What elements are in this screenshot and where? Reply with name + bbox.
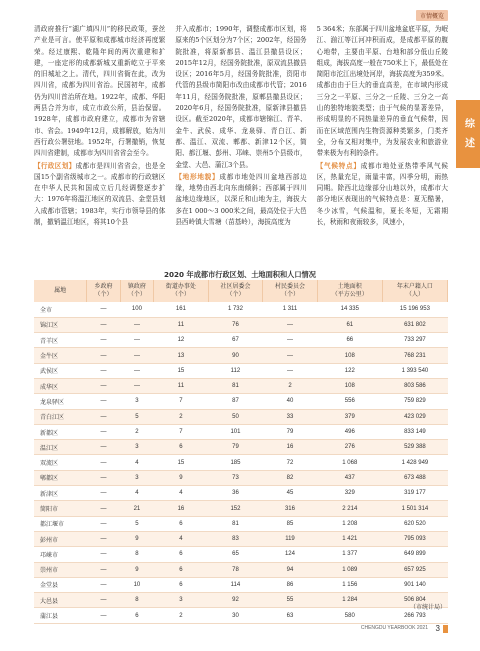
table-cell: 108 bbox=[317, 348, 382, 363]
table-cell: 6 bbox=[154, 440, 209, 455]
table-cell: 3 bbox=[154, 593, 209, 608]
table-row bbox=[34, 394, 448, 409]
table-cell: 1 156 bbox=[317, 577, 382, 592]
paragraph bbox=[175, 172, 306, 228]
table-cell: 100 bbox=[120, 302, 153, 317]
table-cell: 506 804 bbox=[382, 593, 447, 608]
table-cell: 3 bbox=[120, 470, 153, 485]
table-cell: 1 421 bbox=[317, 531, 382, 546]
paragraph-text: 5 364米；东部属于四川盆地盆底平原，为岷江、湔江等江河冲积而成，是成都平原的腹心地带，主要由平原、台地和部分低山丘陵组成，海拔高度一般在750米上下，最低处在简阳市沱江出境处河岸，海拔高度为359米。成都由由于巨大的垂直高差，在市域内形成三分之一平原、三分之一丘陵、三分之一高山的独特地貌类型；由于气候的显著差异，形成明显的不同热量差异的垂直气候带，因而在区域范围内生物资源种类繁多，门类齐全，分布又相对集中，为发展农业和旅游业带来极为有利的条件。 bbox=[316, 25, 448, 158]
table-row bbox=[34, 501, 448, 516]
table-cell: 901 140 bbox=[382, 577, 447, 592]
table-cell: 8 bbox=[120, 547, 153, 562]
text-column-3 bbox=[317, 24, 448, 229]
table-cell: 833 149 bbox=[382, 424, 447, 439]
table-cell: 55 bbox=[263, 593, 318, 608]
table-cell: — bbox=[87, 424, 120, 439]
table-cell: 7 bbox=[154, 394, 209, 409]
table-cell: 5 bbox=[120, 516, 153, 531]
table-cell: 119 bbox=[263, 531, 318, 546]
table-cell: 185 bbox=[208, 455, 263, 470]
table-cell: 6 bbox=[154, 547, 209, 562]
column-header: 年末户籍人口 （人） bbox=[382, 280, 447, 302]
table-row bbox=[34, 333, 448, 348]
table-cell: 379 bbox=[317, 409, 382, 424]
table-cell: 673 488 bbox=[382, 470, 447, 485]
district-name-cell: 新津区 bbox=[34, 486, 87, 501]
table-cell: 73 bbox=[208, 470, 263, 485]
table-cell: 92 bbox=[208, 593, 263, 608]
table-cell: 13 bbox=[154, 348, 209, 363]
table-cell: 86 bbox=[263, 577, 318, 592]
column-header: 土地面积 （平方公里） bbox=[317, 280, 382, 302]
table-row bbox=[34, 363, 448, 378]
table-cell: 1 068 bbox=[317, 455, 382, 470]
paragraph-text: 成都市是四川省省会，也是全国15个副省级城市之一。成都市的行政辖区在中华人民共和国成立后几经调整逐步扩大：1976年将温江地区的双流县、金堂县划入成都市管辖；1983年，实行市领导县的体制，撤销温江地区，将其10个县 bbox=[34, 161, 166, 227]
district-name-cell: 彭州市 bbox=[34, 531, 87, 546]
district-name-cell: 全市 bbox=[34, 302, 87, 317]
table-cell: 1 428 949 bbox=[382, 455, 447, 470]
table-cell: 81 bbox=[208, 516, 263, 531]
table-cell: — bbox=[87, 455, 120, 470]
table-cell: — bbox=[87, 516, 120, 531]
paragraph bbox=[34, 161, 165, 229]
paragraph bbox=[317, 24, 448, 160]
table-cell: 65 bbox=[208, 547, 263, 562]
table-cell: 329 bbox=[317, 486, 382, 501]
text-column-2 bbox=[175, 24, 306, 229]
table-cell: 108 bbox=[317, 378, 382, 393]
table-cell: 61 bbox=[317, 317, 382, 332]
table-cell: 759 829 bbox=[382, 394, 447, 409]
table-cell: 83 bbox=[208, 531, 263, 546]
table-cell: — bbox=[87, 547, 120, 562]
table-cell: 316 bbox=[263, 501, 318, 516]
table-cell: 266 793 bbox=[382, 608, 447, 623]
table-cell: 2 bbox=[154, 409, 209, 424]
table-cell: 2 bbox=[120, 424, 153, 439]
table-cell: — bbox=[87, 486, 120, 501]
table-cell: — bbox=[120, 317, 153, 332]
table-cell: 529 388 bbox=[382, 440, 447, 455]
table-cell: 90 bbox=[208, 348, 263, 363]
table-row bbox=[34, 562, 448, 577]
column-header: 属地 bbox=[34, 280, 87, 302]
table-cell: 2 bbox=[154, 608, 209, 623]
table-cell: 76 bbox=[208, 317, 263, 332]
table-header-row bbox=[34, 280, 448, 302]
table-cell: — bbox=[87, 593, 120, 608]
table-cell: 114 bbox=[208, 577, 263, 592]
paragraph-text: 清政府推行“湖广填四川”的移民政策，蚕丝产业是可言。使平原和成都城市经济再度繁荣。经过康熙、乾隆年间的两次重建和扩建，一座定形的成都新城又重新屹立于平来的旧城址之上。清代，四川省衙在此，改为四川省，成都为四川省治。民国初年，成都仍为四川首治所在地。1922年，成都、华阳两县合并为市，成立市政公所，县治保留。1928年，成都市政府建立，成都市为省辖市、省会。1949年12月，成都解放，始为川西行政公署驻地。1952年，行署撤销，恢复四川省建制，成都市为四川省省会至今。 bbox=[34, 25, 166, 158]
table-cell: — bbox=[120, 333, 153, 348]
page-number: 3 bbox=[435, 624, 440, 633]
table-row bbox=[34, 608, 448, 623]
table-body bbox=[34, 302, 448, 623]
table-row bbox=[34, 424, 448, 439]
table-cell: 9 bbox=[120, 562, 153, 577]
table-row bbox=[34, 317, 448, 332]
table-cell: 3 bbox=[120, 440, 153, 455]
table-cell: 1 501 314 bbox=[382, 501, 447, 516]
table-cell: — bbox=[87, 531, 120, 546]
paragraph bbox=[317, 161, 448, 229]
table-cell: 1 089 bbox=[317, 562, 382, 577]
table-cell: 15 196 953 bbox=[382, 302, 447, 317]
table-row bbox=[34, 348, 448, 363]
table-cell: 87 bbox=[208, 394, 263, 409]
table-cell: 2 214 bbox=[317, 501, 382, 516]
table-cell: 4 bbox=[120, 486, 153, 501]
table-cell: 45 bbox=[263, 486, 318, 501]
table-cell: 1 208 bbox=[317, 516, 382, 531]
table-cell: 4 bbox=[154, 531, 209, 546]
table-cell: 1 284 bbox=[317, 593, 382, 608]
paragraph-text: 成都市地处四川盆地西部边缘，地势由西北向东南倾斜；西部属于四川盆地边缘地区，以深丘和山地为主，海拔大多在1 000～3 000米之间，最高处位于大邑县西岭镇大雪塘（苗基岭），海拔高度为 bbox=[175, 172, 307, 227]
table-cell: 6 bbox=[154, 562, 209, 577]
column-header: 社区居委会 （个） bbox=[208, 280, 263, 302]
district-name-cell: 温江区 bbox=[34, 440, 87, 455]
table-cell: 496 bbox=[317, 424, 382, 439]
district-name-cell: 邛崃市 bbox=[34, 547, 87, 562]
district-table bbox=[34, 280, 448, 624]
table-cell: 72 bbox=[263, 455, 318, 470]
table-cell: 152 bbox=[208, 501, 263, 516]
table-cell: 1 393 540 bbox=[382, 363, 447, 378]
table-cell: 649 899 bbox=[382, 547, 447, 562]
table-cell: 11 bbox=[154, 317, 209, 332]
table-row bbox=[34, 547, 448, 562]
table-cell: 2 bbox=[263, 378, 318, 393]
district-name-cell: 锦江区 bbox=[34, 317, 87, 332]
table-cell: 437 bbox=[317, 470, 382, 485]
table-cell: 556 bbox=[317, 394, 382, 409]
table-cell: — bbox=[87, 394, 120, 409]
district-name-cell: 新都区 bbox=[34, 424, 87, 439]
table-cell: 21 bbox=[120, 501, 153, 516]
district-name-cell: 青白江区 bbox=[34, 409, 87, 424]
table-cell: 768 231 bbox=[382, 348, 447, 363]
table-cell: 124 bbox=[263, 547, 318, 562]
table-cell: 276 bbox=[317, 440, 382, 455]
table-row bbox=[34, 470, 448, 485]
table-cell: 78 bbox=[208, 562, 263, 577]
subheading: 【气候特点】 bbox=[316, 161, 361, 170]
district-name-cell: 武侯区 bbox=[34, 363, 87, 378]
table-cell: 733 297 bbox=[382, 333, 447, 348]
table-row bbox=[34, 378, 448, 393]
table-cell: 79 bbox=[208, 440, 263, 455]
section-side-tab[interactable]: 综 述 bbox=[456, 100, 480, 168]
table-cell: 15 bbox=[154, 455, 209, 470]
table-cell: 7 bbox=[154, 424, 209, 439]
table-cell: — bbox=[87, 409, 120, 424]
table-cell: 67 bbox=[208, 333, 263, 348]
table-row bbox=[34, 577, 448, 592]
table-cell: 81 bbox=[208, 378, 263, 393]
table-row bbox=[34, 440, 448, 455]
table-cell: — bbox=[87, 470, 120, 485]
table-cell: — bbox=[87, 302, 120, 317]
table-cell: — bbox=[87, 608, 120, 623]
column-header: 镇政府 （个） bbox=[120, 280, 153, 302]
table-cell: 16 bbox=[154, 501, 209, 516]
table-cell: 9 bbox=[154, 470, 209, 485]
table-cell: 16 bbox=[263, 440, 318, 455]
subheading: 【地形地貌】 bbox=[175, 172, 220, 181]
subheading: 【行政区划】 bbox=[34, 161, 76, 170]
table-cell: 6 bbox=[154, 516, 209, 531]
table-cell: 657 925 bbox=[382, 562, 447, 577]
table-cell: — bbox=[263, 363, 318, 378]
page-footer bbox=[0, 624, 480, 636]
table-cell: 580 bbox=[317, 608, 382, 623]
table-cell: 631 802 bbox=[382, 317, 447, 332]
table-cell: 85 bbox=[263, 516, 318, 531]
table-cell: — bbox=[87, 562, 120, 577]
table-cell: 620 520 bbox=[382, 516, 447, 531]
table-cell: 94 bbox=[263, 562, 318, 577]
paragraph bbox=[34, 24, 165, 160]
table-cell: 63 bbox=[263, 608, 318, 623]
column-header: 街道办事处 （个） bbox=[154, 280, 209, 302]
table-cell: 6 bbox=[154, 577, 209, 592]
table-row bbox=[34, 302, 448, 317]
district-name-cell: 大邑县 bbox=[34, 593, 87, 608]
table-row bbox=[34, 455, 448, 470]
table-cell: — bbox=[263, 348, 318, 363]
table-cell: 11 bbox=[154, 378, 209, 393]
table-cell: 33 bbox=[263, 409, 318, 424]
table-cell: — bbox=[263, 333, 318, 348]
table-row bbox=[34, 593, 448, 608]
table-cell: — bbox=[87, 348, 120, 363]
column-header: 乡政府 （个） bbox=[87, 280, 120, 302]
paragraph bbox=[175, 24, 306, 171]
table-cell: — bbox=[263, 317, 318, 332]
table-cell: 101 bbox=[208, 424, 263, 439]
table-title: 2020 年成都市行政区划、土地面积和人口情况 bbox=[164, 270, 316, 279]
district-name-cell: 崇州市 bbox=[34, 562, 87, 577]
table-cell: — bbox=[87, 317, 120, 332]
table-row bbox=[34, 531, 448, 546]
table-cell: 161 bbox=[154, 302, 209, 317]
table-cell: 30 bbox=[208, 608, 263, 623]
table-cell: 66 bbox=[317, 333, 382, 348]
district-name-cell: 都江堰市 bbox=[34, 516, 87, 531]
table-cell: — bbox=[120, 348, 153, 363]
table-cell: 5 bbox=[120, 409, 153, 424]
table-cell: 4 bbox=[154, 486, 209, 501]
table-row bbox=[34, 516, 448, 531]
table-cell: 79 bbox=[263, 424, 318, 439]
table-cell: 4 bbox=[120, 455, 153, 470]
table-cell: 112 bbox=[208, 363, 263, 378]
table-cell: 36 bbox=[208, 486, 263, 501]
table-cell: 795 093 bbox=[382, 531, 447, 546]
section-tag: 市情概览 bbox=[416, 10, 448, 21]
table-cell: — bbox=[87, 378, 120, 393]
column-header: 村民委员会 （个） bbox=[263, 280, 318, 302]
district-name-cell: 金牛区 bbox=[34, 348, 87, 363]
district-name-cell: 郫都区 bbox=[34, 470, 87, 485]
table-cell: 122 bbox=[317, 363, 382, 378]
district-name-cell: 蒲江县 bbox=[34, 608, 87, 623]
publication-name: CHENGDU YEARBOOK 2021 bbox=[360, 625, 428, 631]
table-cell: 6 bbox=[120, 608, 153, 623]
table-cell: 14 335 bbox=[317, 302, 382, 317]
district-name-cell: 金堂县 bbox=[34, 577, 87, 592]
table-cell: 803 586 bbox=[382, 378, 447, 393]
table-cell: 50 bbox=[208, 409, 263, 424]
table-cell: 15 bbox=[154, 363, 209, 378]
table-cell: 9 bbox=[120, 531, 153, 546]
district-name-cell: 成华区 bbox=[34, 378, 87, 393]
table-cell: 423 029 bbox=[382, 409, 447, 424]
table-row bbox=[34, 409, 448, 424]
table-cell: — bbox=[87, 577, 120, 592]
text-column-1 bbox=[34, 24, 165, 229]
district-name-cell: 简阳市 bbox=[34, 501, 87, 516]
table-cell: — bbox=[120, 363, 153, 378]
table-cell: — bbox=[87, 440, 120, 455]
table-cell: 8 bbox=[120, 593, 153, 608]
table-cell: 82 bbox=[263, 470, 318, 485]
table-cell: — bbox=[87, 363, 120, 378]
table-cell: 3 bbox=[120, 394, 153, 409]
district-name-cell: 青羊区 bbox=[34, 333, 87, 348]
district-name-cell: 双流区 bbox=[34, 455, 87, 470]
table-cell: 40 bbox=[263, 394, 318, 409]
table-cell: 319 177 bbox=[382, 486, 447, 501]
table-cell: — bbox=[87, 501, 120, 516]
table-cell: — bbox=[120, 378, 153, 393]
table-source: （市统计局） bbox=[409, 605, 446, 611]
page-accent-bar bbox=[443, 625, 448, 633]
table-cell: 1 732 bbox=[208, 302, 263, 317]
body-columns bbox=[34, 24, 448, 229]
paragraph-text: 成都市地处亚热带季风气候区，热量充足，雨量丰富，四季分明，雨热同期。除西北边缘部分山地以外，成都市大部分地区表现出的气候特点是：夏无酷暑，冬少冰雪，气候温和，夏长冬短，无霜期长，秋雨和夜雨较多，风速小， bbox=[316, 161, 448, 227]
table-row bbox=[34, 486, 448, 501]
table-cell: — bbox=[87, 333, 120, 348]
district-name-cell: 龙泉驿区 bbox=[34, 394, 87, 409]
table-cell: 10 bbox=[120, 577, 153, 592]
paragraph-text: 并入成都市；1990年，调整成都市区划，将原来的5个区划分为7个区；2002年，经国务院批准，将原新都县、温江县撤县设区；2015年12月，经国务院批准，原双流县撤县设区；2016年5月，经国务院批准，资阳市代管的县级市简阳市改由成都市代管；2016年11月，经国务院批准，原郫县撤县设区；2020年6月，经国务院批准，原新津县撤县设区。截至2020年，成都市辖锦江、青羊、金牛、武侯、成华、龙泉驿、青白江、新都、温江、双流、郫都、新津12个区，简阳、都江堰、彭州、邛崃、崇州5个县级市，金堂、大邑、蒲江3个县。 bbox=[175, 25, 307, 169]
table-cell: 1 377 bbox=[317, 547, 382, 562]
table-cell: 1 311 bbox=[263, 302, 318, 317]
table-cell: 12 bbox=[154, 333, 209, 348]
